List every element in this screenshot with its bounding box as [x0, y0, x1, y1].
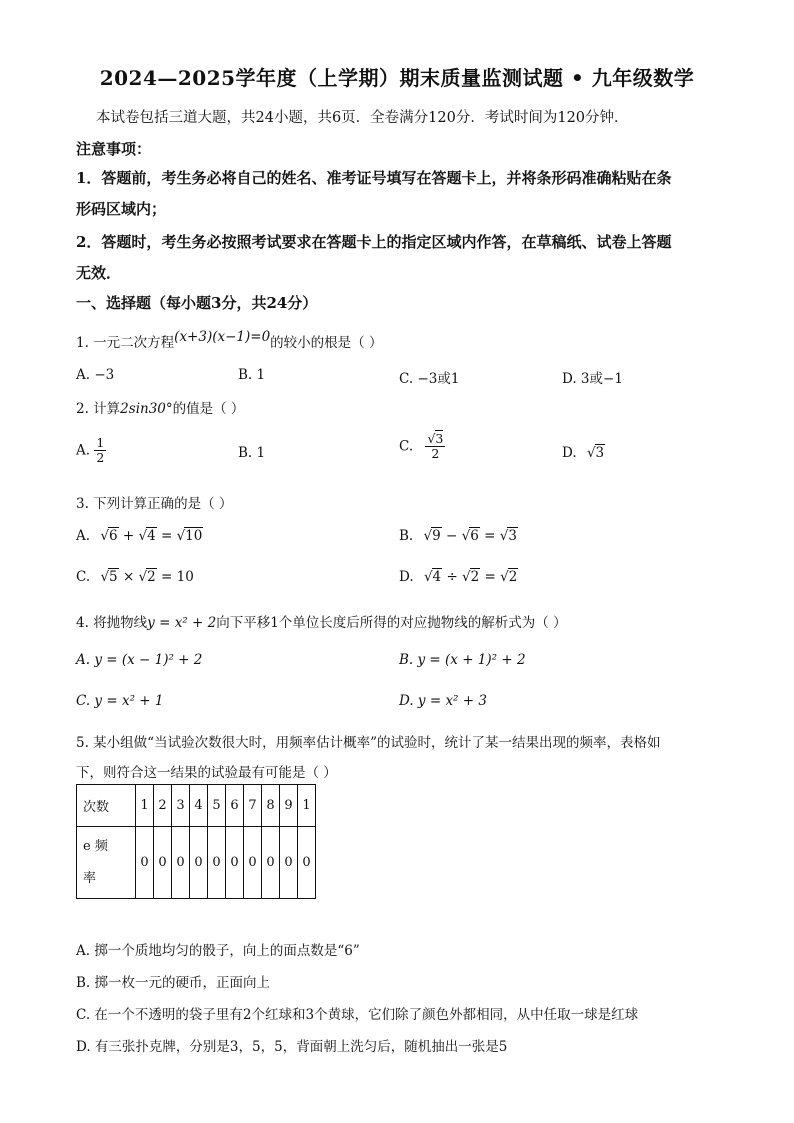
- q2-a-denominator: 2: [96, 450, 105, 466]
- q3-option-a: [76, 528, 203, 544]
- q3-c-label: C.: [76, 569, 91, 585]
- table-row: [77, 785, 316, 827]
- exam-intro: 本试卷包括三道大题，共24小题，共6页．全卷满分120分．考试时间为120分钟．: [96, 110, 629, 126]
- q1-option-d: D. 3或−1: [562, 371, 623, 387]
- exam-title: 2024—2025学年度（上学期）期末质量监测试题 • 九年级数学: [99, 66, 695, 90]
- table-cell: 0: [136, 827, 154, 899]
- table-cell: 2: [154, 785, 172, 827]
- q3-option-d: [399, 569, 518, 585]
- q1-option-b: B. 1: [238, 367, 266, 383]
- q1-prefix: 1. 一元二次方程: [76, 335, 175, 351]
- q3-d-eq: =: [484, 569, 496, 585]
- table-cell: 3: [172, 785, 190, 827]
- q3-c-op: ×: [122, 569, 135, 585]
- q2-option-c: [399, 432, 445, 462]
- q1-equation: (x+3)(x−1)=0: [174, 329, 271, 345]
- q1-suffix: 的较小的根是（ ）: [270, 335, 383, 351]
- q3-b-op: −: [446, 528, 458, 544]
- q2-c-denominator: 2: [431, 446, 440, 462]
- q3-a-sqrt-1: √6: [100, 528, 118, 544]
- notes-heading: 注意事项：: [76, 140, 152, 158]
- q2-option-d: [562, 445, 605, 461]
- q4-suffix: 向下平移1个单位长度后所得的对应抛物线的解析式为（ ）: [216, 615, 567, 631]
- q2-c-fraction: [425, 432, 445, 462]
- table-cell: 0: [244, 827, 262, 899]
- note-2-line-2: 无效．: [76, 264, 122, 282]
- table-row-header: 次数: [77, 785, 136, 827]
- q2-expression: 2sin30°: [120, 401, 173, 417]
- q2-d-label: D.: [562, 445, 577, 461]
- q3-a-label: A.: [76, 528, 91, 544]
- note-2-line-1: 2．答题时，考生务必按照考试要求在答题卡上的指定区域内作答，在草稿纸、试卷上答题: [76, 233, 672, 251]
- question-5-line-2: 下，则符合这一结果的试验最有可能是（ ）: [76, 765, 337, 781]
- table-cell: 4: [190, 785, 208, 827]
- question-3-stem: 3. 下列计算正确的是（ ）: [76, 496, 233, 512]
- q3-a-eq: =: [160, 528, 173, 544]
- question-5-line-1: 5. 某小组做“当试验次数很大时，用频率估计概率”的试验时，统计了某一结果出现的频率，表格如: [76, 735, 661, 751]
- table-row: [77, 827, 316, 899]
- table-cell: 0: [262, 827, 280, 899]
- q3-b-sqrt-2: √6: [461, 528, 479, 544]
- q2-suffix: 的值是（ ）: [172, 401, 245, 417]
- q1-option-a: A. −3: [76, 367, 115, 383]
- section-1-title: 一、选择题（每小题3分，共24分）: [76, 294, 318, 312]
- q3-b-sqrt-1: √9: [423, 528, 441, 544]
- table-cell: 6: [226, 785, 244, 827]
- q2-c-label: C.: [399, 438, 414, 455]
- question-2-stem: [76, 397, 244, 417]
- q4-option-c: C. y = x² + 1: [76, 693, 164, 709]
- q3-b-eq: =: [484, 528, 496, 544]
- q3-d-sqrt-2: √2: [462, 569, 480, 585]
- q3-d-sqrt-3: √2: [500, 569, 518, 585]
- table-cell: 0: [154, 827, 172, 899]
- q2-prefix: 2. 计算: [76, 401, 121, 417]
- table-cell: 0: [208, 827, 226, 899]
- q3-d-sqrt-1: √4: [423, 569, 442, 585]
- q3-option-b: [399, 528, 518, 544]
- q2-option-b: B. 1: [238, 445, 266, 461]
- note-1-line-1: 1．答题前，考生务必将自己的姓名、准考证号填写在答题卡上，并将条形码准确粘贴在条: [76, 169, 672, 187]
- q3-option-c: [76, 569, 194, 585]
- q4-expression: y = x² + 2: [147, 615, 217, 631]
- q3-b-label: B.: [399, 528, 414, 544]
- q2-a-numerator: 1: [96, 435, 105, 450]
- q3-d-label: D.: [399, 569, 414, 585]
- q3-a-op: +: [122, 528, 135, 544]
- q4-option-a: A. y = (x − 1)² + 2: [76, 652, 203, 668]
- note-1-line-2: 形码区域内；: [76, 200, 167, 218]
- table-cell: 0: [226, 827, 244, 899]
- q4-prefix: 4. 将抛物线: [76, 615, 148, 631]
- q5-option-a: A. 掷一个质地均匀的骰子，向上的面点数是“6”: [76, 943, 360, 959]
- question-4-stem: [76, 611, 567, 631]
- q3-c-sqrt-2: √2: [138, 569, 156, 585]
- q3-a-sqrt-3: √10: [176, 528, 203, 544]
- question-1-stem: [76, 331, 382, 351]
- q2-option-a: [76, 436, 106, 466]
- table-cell: 0: [280, 827, 298, 899]
- table-cell: 1: [298, 785, 316, 827]
- table-cell: 0: [298, 827, 316, 899]
- table-cell: 0: [172, 827, 190, 899]
- q5-option-d: D. 有三张扑克牌，分别是3，5，5，背面朝上洗匀后，随机抽出一张是5: [76, 1039, 508, 1055]
- frequency-table: [76, 784, 316, 899]
- q5-option-c: C. 在一个不透明的袋子里有2个红球和3个黄球，它们除了颜色外都相同，从中任取一球是红球: [76, 1007, 639, 1023]
- table-cell: 1: [136, 785, 154, 827]
- q1-option-c: C. −3或1: [399, 371, 460, 387]
- table-cell: 7: [244, 785, 262, 827]
- row-header-top: e 频: [83, 838, 108, 854]
- q2-d-sqrt: √3: [586, 445, 605, 461]
- q3-d-op: ÷: [446, 569, 458, 585]
- q3-a-sqrt-2: √4: [138, 528, 156, 544]
- q2-c-numerator: √3: [427, 431, 444, 446]
- table-cell: 0: [190, 827, 208, 899]
- q4-option-b: B. y = (x + 1)² + 2: [399, 652, 526, 668]
- q2-a-fraction: [94, 436, 106, 466]
- q4-option-d: D. y = x² + 3: [399, 693, 487, 709]
- q5-option-b: B. 掷一枚一元的硬币，正面向上: [76, 975, 271, 991]
- table-row-header: [77, 827, 136, 899]
- table-cell: 5: [208, 785, 226, 827]
- row-header-bottom: 率: [83, 870, 97, 886]
- q3-b-sqrt-3: √3: [499, 528, 517, 544]
- table-cell: 9: [280, 785, 298, 827]
- q3-c-sqrt-1: √5: [100, 569, 118, 585]
- q2-a-label: A.: [76, 442, 91, 459]
- q3-c-eq: = 10: [161, 569, 194, 585]
- table-cell: 8: [262, 785, 280, 827]
